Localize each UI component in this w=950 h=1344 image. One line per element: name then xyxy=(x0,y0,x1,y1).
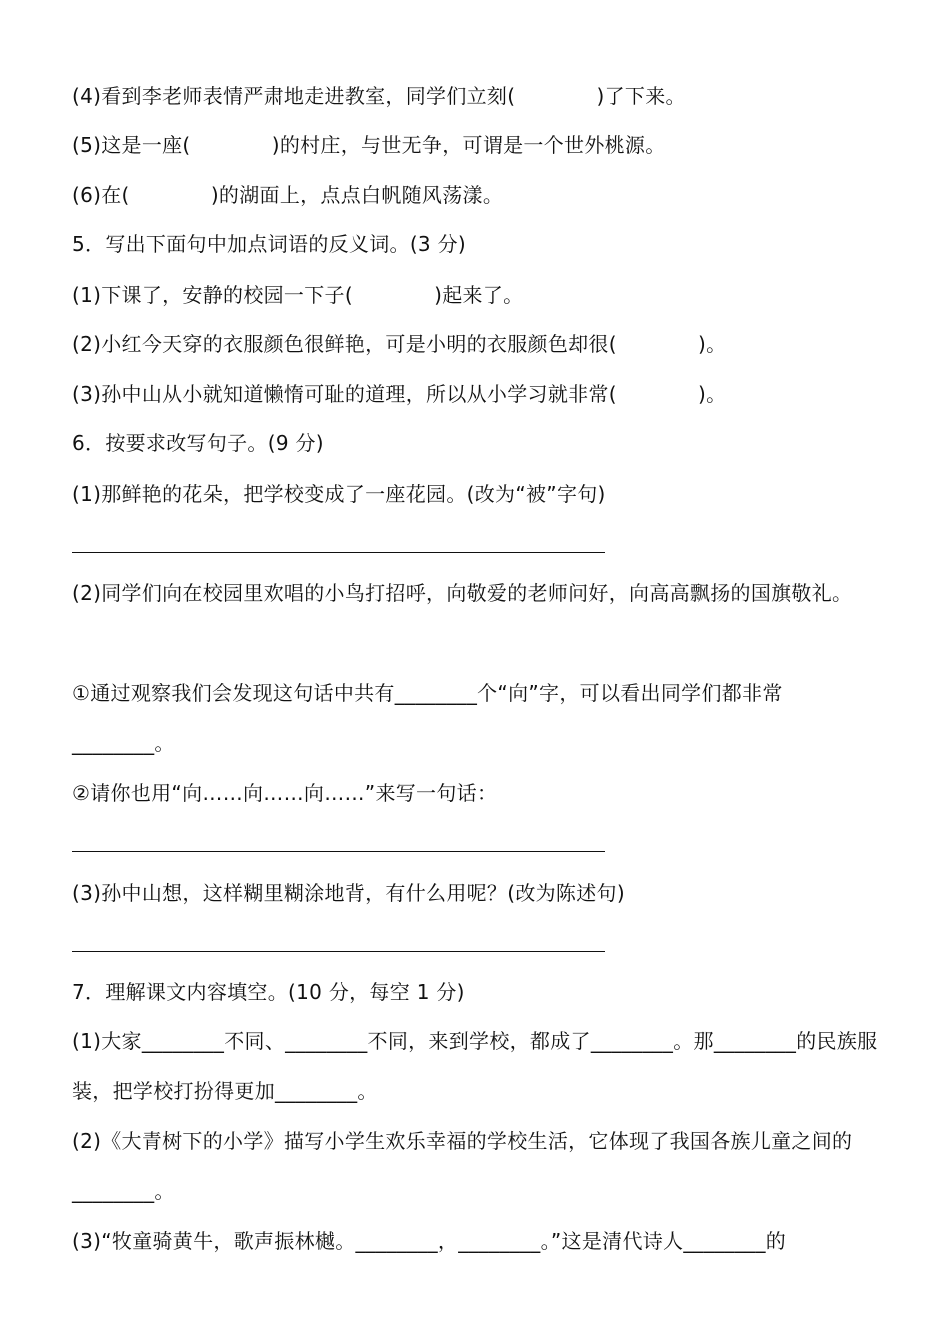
answer-line-6-1[interactable] xyxy=(72,552,605,553)
question-6-2-a: ①通过观察我们会发现这句话中共有________个“向”字，可以看出同学们都非常________。 xyxy=(72,681,783,755)
question-6-1: (1)那鲜艳的花朵，把学校变成了一座花园。(改为“被”字句) xyxy=(72,482,606,506)
question-4-5: (5)这是一座( )的村庄，与世无争，可谓是一个世外桃源。 xyxy=(72,133,666,157)
answer-line-6-2[interactable] xyxy=(72,851,605,852)
question-5-1: (1)下课了，安静的校园一下子( )起来了。 xyxy=(72,283,524,307)
question-6-3: (3)孙中山想，这样糊里糊涂地背，有什么用呢？(改为陈述句) xyxy=(72,881,625,905)
question-7-3: (3)“牧童骑黄牛，歌声振林樾。________，________。”这是清代诗人________的 xyxy=(72,1229,787,1253)
question-4-6: (6)在( )的湖面上，点点白帆随风荡漾。 xyxy=(72,183,504,207)
question-6-2-b: ②请你也用“向……向……向……”来写一句话： xyxy=(72,781,498,805)
question-7-2: (2)《大青树下的小学》描写小学生欢乐幸福的学校生活，它体现了我国各族儿童之间的________。 xyxy=(72,1129,853,1203)
section-5-heading: 5．写出下面句中加点词语的反义词。(3 分) xyxy=(72,232,467,256)
question-6-2: (2)同学们向在校园里欢唱的小鸟打招呼，向敬爱的老师问好，向高高飘扬的国旗敬礼。 xyxy=(72,581,853,605)
question-4-4: (4)看到李老师表情严肃地走进教室，同学们立刻( )了下来。 xyxy=(72,84,686,108)
question-5-3: (3)孙中山从小就知道懒惰可耻的道理，所以从小学习就非常( )。 xyxy=(72,382,727,406)
section-7-heading: 7．理解课文内容填空。(10 分，每空 1 分) xyxy=(72,980,465,1004)
answer-line-6-3[interactable] xyxy=(72,951,605,952)
question-7-1: (1)大家________不同、________不同，来到学校，都成了________。那________的民族服装，把学校打扮得更加________。 xyxy=(72,1029,878,1103)
section-6-heading: 6．按要求改写句子。(9 分) xyxy=(72,431,324,455)
question-5-2: (2)小红今天穿的衣服颜色很鲜艳，可是小明的衣服颜色却很( )。 xyxy=(72,332,727,356)
